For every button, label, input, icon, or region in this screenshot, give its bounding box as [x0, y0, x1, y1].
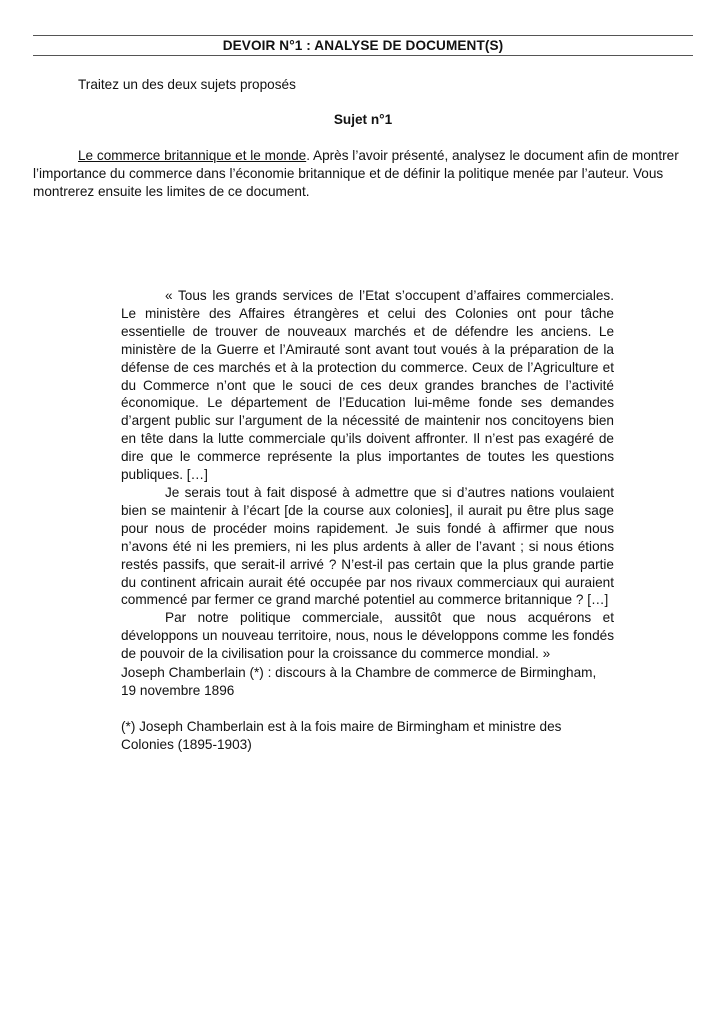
subject-paragraph [33, 147, 693, 201]
document-footnote: (*) Joseph Chamberlain est à la fois maire de Birmingham et ministre des Colonies (1895-1903) [121, 719, 562, 752]
subject-topic: Le commerce britannique et le monde [78, 148, 307, 163]
page-title: DEVOIR N°1 : ANALYSE DE DOCUMENT(S) [222, 38, 504, 53]
quote-paragraph-3: Par notre politique commerciale, aussitôt que nous acquérons et développons un nouveau territoire, nous, nous le développons comme les fondés de pouvoir de la civilisation pour la croissance du commerce mondial. » [121, 610, 614, 662]
instructions-text: Traitez un des deux sujets proposés [78, 77, 296, 92]
document-quote [121, 287, 614, 663]
quote-paragraph-1: « Tous les grands services de l’Etat s’occupent d’affaires commerciales. Le ministère des Affaires étrangères et celui des Colonies ont pour tâche essentielle de trouver de nouveaux marchés et de défendre les anciens. Le ministère de la Guerre et l’Amirauté sont avant tout voués à la préparation de la défense de ces marchés et à la protection du commerce. Ceux de l’Agriculture et du Commerce n’ont que le souci de ces deux grandes branches de l’activité économique. Le département de l’Education lui-même fonde ses demandes d’argent public sur l’argument de la nécessité de maintenir nos concitoyens bien en tête dans la lutte commerciale qu’ils doivent affronter. Il n’est pas exagéré de dire que le commerce représente la plus importantes de toutes les questions publiques. […] [121, 288, 614, 483]
header-bottom-rule [33, 55, 693, 56]
quote-paragraph-2: Je serais tout à fait disposé à admettre que si d’autres nations voulaient bien se maintenir à l’écart [de la course aux colonies], il aurait pu être plus sage pour nous de procéder moins rapidement. Je suis fondé à affirmer que nous n’avons été ni les premiers, ni les plus ardents à aller de l’avant ; si nous étions restés passifs, que serait-il arrivé ? N’est-il pas certain que la plus grande partie du continent africain aurait été occupée par nos rivaux commerciaux qui auraient commencé par fermer ce grand marché potentiel au commerce britannique ? […] [121, 484, 614, 608]
subject-prompt: . Après l’avoir présenté, analysez le document afin de montrer l’importance du commerce dans l’économie britannique et de définir la politique menée par l’auteur. Vous montrerez ensuite les limites de ce document. [33, 148, 679, 199]
header-top-rule [33, 35, 693, 36]
document-source: Joseph Chamberlain (*) : discours à la Chambre de commerce de Birmingham, 19 novembre 1896 [121, 665, 597, 698]
subject-heading: Sujet n°1 [333, 112, 393, 127]
